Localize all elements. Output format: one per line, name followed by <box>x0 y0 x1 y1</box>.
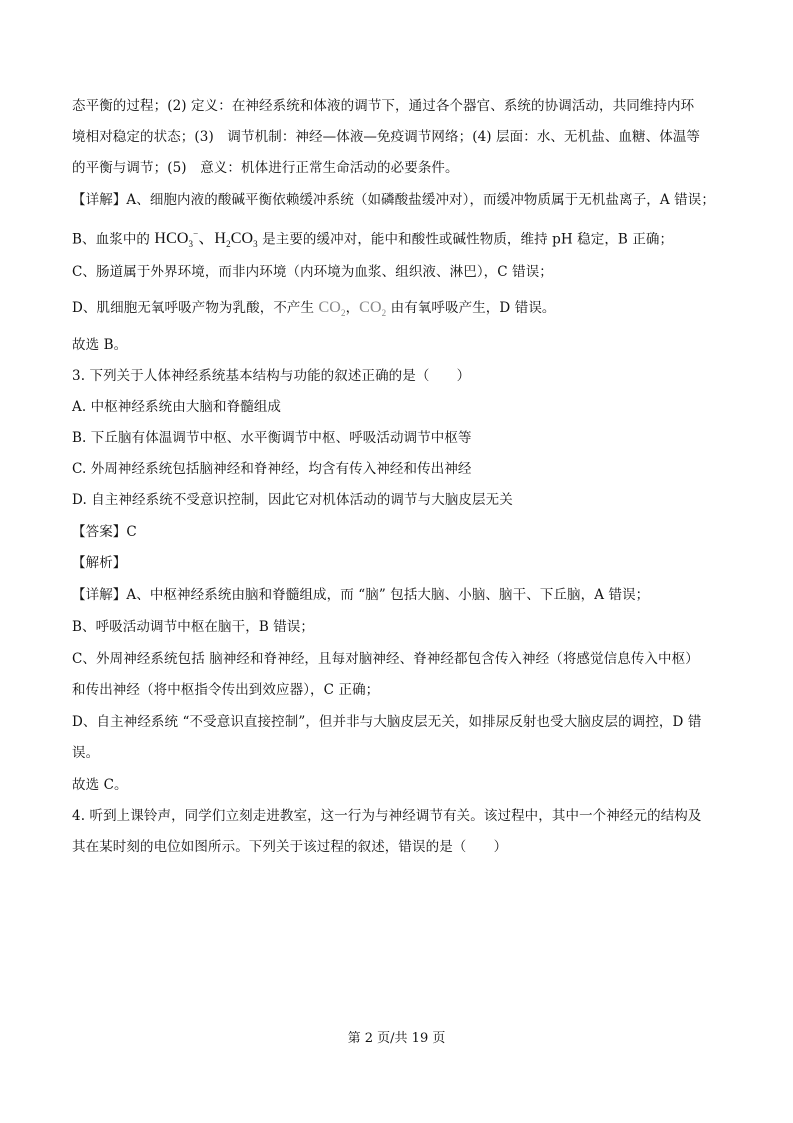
page-footer: 第 2 页/共 19 页 <box>347 1031 446 1046</box>
question-4-stem-1: 4. 听到上课铃声，同学们立刻走进教室，这一行为与神经调节有关。该过程中，其中一个神经元的结构及 <box>72 808 702 824</box>
line-d-before: D、肌细胞无氧呼吸产物为乳酸，不产生 <box>72 300 319 316</box>
line-b-after: 是主要的缓冲对，能中和酸性或碱性物质，维持 pH 稳定，B 正确； <box>257 231 674 248</box>
text-line-2: 境相对稳定的状态；(3) 调节机制：神经—体液—免疫调节网络；(4) 层面：水、无机盐、血糖、体温等 <box>72 129 701 145</box>
formula-co2-a: $CO_2$ <box>318 299 346 319</box>
line-b-before: B、血浆中的 <box>72 231 155 248</box>
text-line-8: 故选 B。 <box>72 337 128 353</box>
text-line-1: 态平衡的过程；(2) 定义：在神经系统和体液的调节下，通过各个器官、系统的协调活动，共同维持内环 <box>72 98 695 114</box>
question-3-option-a: A. 中枢神经系统由大脑和脊髓组成 <box>72 399 282 415</box>
detail-line-c-cont: 和传出神经（将中枢指令传出到效应器），C 正确； <box>72 682 380 698</box>
formula-co2-b: $CO_2$ <box>359 299 387 319</box>
detail-line-d: D、自主神经系统 “不受意识直接控制”，但并非与大脑皮层无关，如排尿反射也受大脑皮层的调控，D 错 <box>72 714 702 730</box>
question-3-option-c: C. 外周神经系统包括脑神经和脊神经，均含有传入神经和传出神经 <box>72 461 472 477</box>
text-line-6: C、肠道属于外界环境，而非内环境（内环境为血浆、组织液、淋巴），C 错误； <box>72 264 553 280</box>
answer-label: 【答案】C <box>72 524 137 540</box>
detail-line-d-cont: 误。 <box>72 745 100 761</box>
detail-line-a: 【详解】A、中枢神经系统由脑和脊髓组成，而 “脑” 包括大脑、小脑、脑干、下丘脑，A 错误； <box>72 587 650 603</box>
formula-hco3-h2co3: $HCO_3^-$、$H_2CO_3$ <box>154 229 258 250</box>
choose-c: 故选 C。 <box>72 777 128 793</box>
text-line-5 <box>72 224 733 255</box>
text-line-3: 的平衡与调节；(5) 意义：机体进行正常生命活动的必要条件。 <box>72 160 459 176</box>
detail-line-b: B、呼吸活动调节中枢在脑干，B 错误； <box>72 619 315 635</box>
question-4-stem-2: 其在某时刻的电位如图所示。下列关于该过程的叙述，错误的是（ ） <box>72 839 508 855</box>
detail-line-c: C、外周神经系统包括 脑神经和脊神经，且每对脑神经、脊神经都包含传入神经（将感觉信息传入中枢） <box>72 651 699 667</box>
question-3-option-d: D. 自主神经系统不受意识控制，因此它对机体活动的调节与大脑皮层无关 <box>72 492 513 508</box>
text-line-7: D、肌细胞无氧呼吸产物为乳酸，不产生 $CO_2$，$CO_2$ 由有氧呼吸产生，D 错误。 <box>72 299 556 319</box>
analysis-label: 【解析】 <box>72 555 127 571</box>
question-3-stem: 3. 下列关于人体神经系统基本结构与功能的叙述正确的是（ ） <box>72 368 471 384</box>
line-d-after: 由有氧呼吸产生，D 错误。 <box>386 300 556 316</box>
question-3-option-b: B. 下丘脑有体温调节中枢、水平衡调节中枢、呼吸活动调节中枢等 <box>72 430 472 446</box>
text-line-4: 【详解】A、细胞内液的酸碱平衡依赖缓冲系统（如磷酸盐缓冲对），而缓冲物质属于无机盐离子，A 错误； <box>72 192 715 208</box>
